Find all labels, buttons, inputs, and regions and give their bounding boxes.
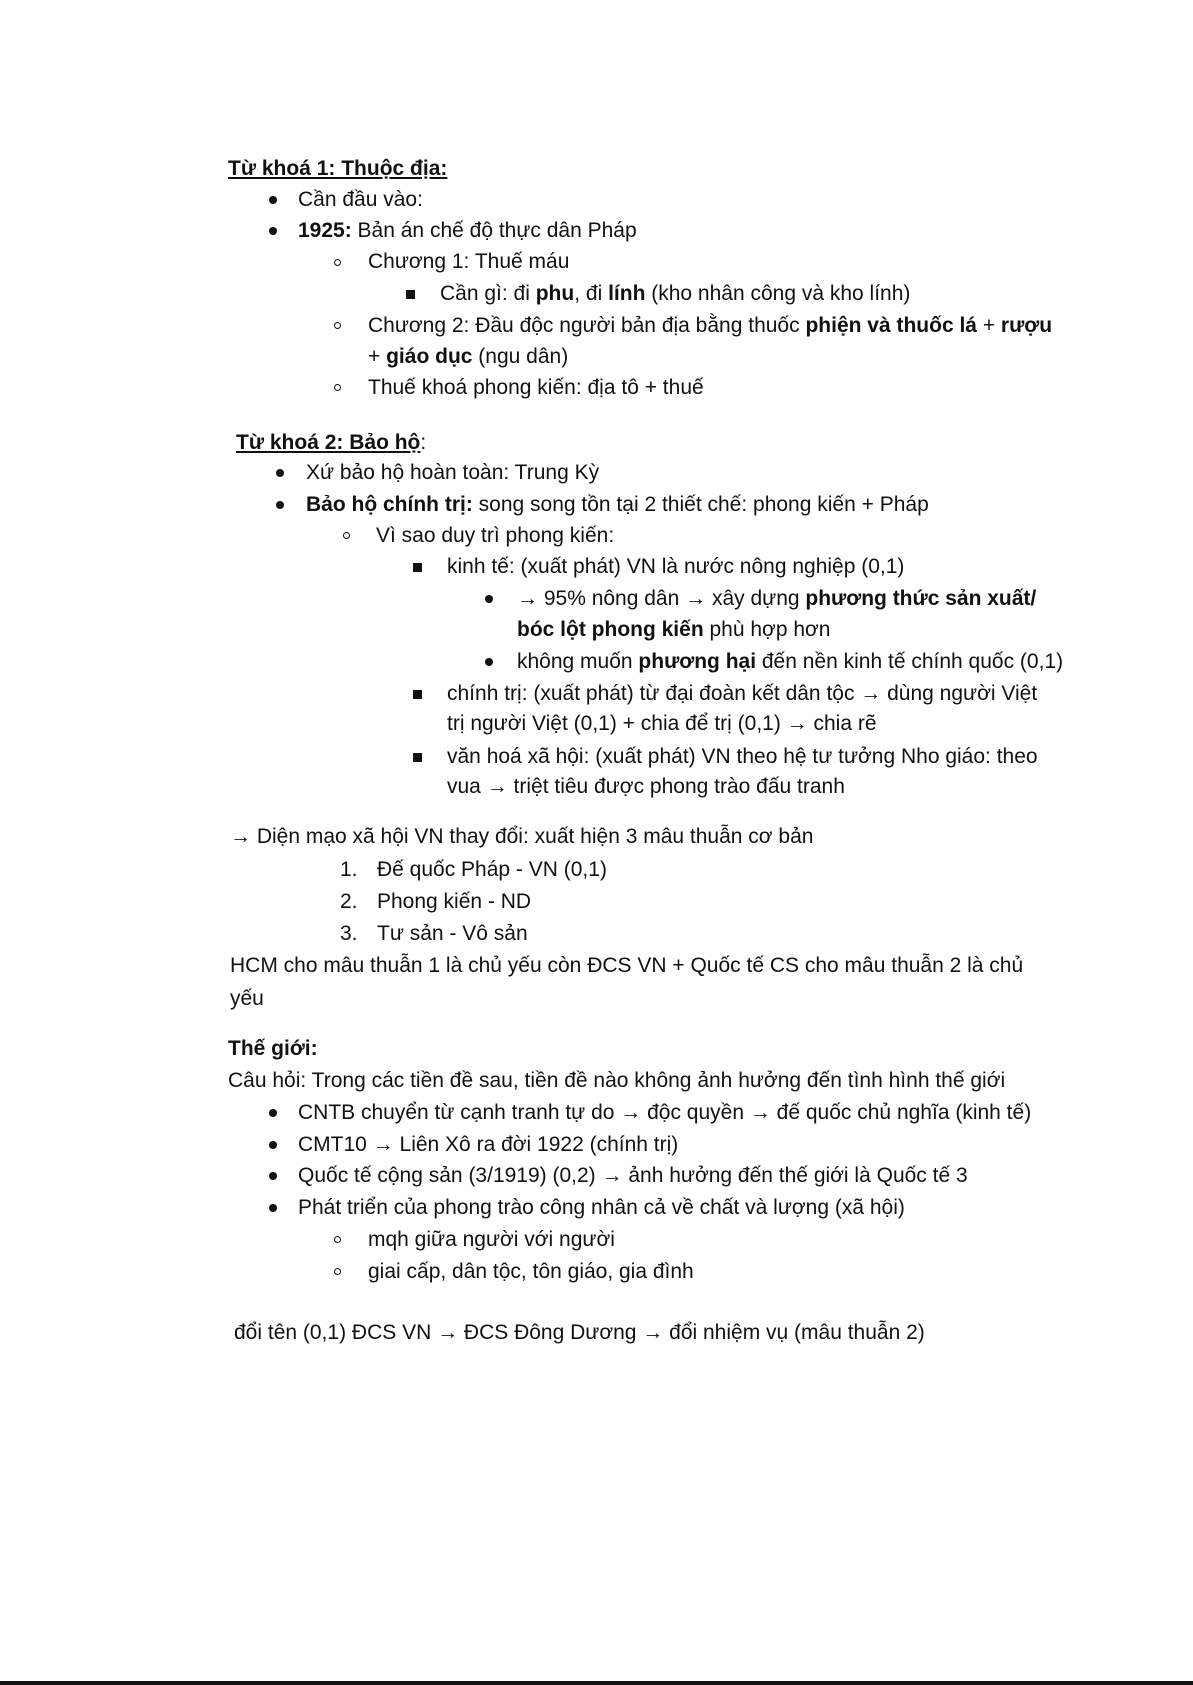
contradiction-num: 2. [340,890,358,913]
bullet-square [413,753,422,762]
s2-why-feudal: Vì sao duy trì phong kiến: [376,524,615,547]
text-bold: phương hại [638,650,757,673]
s1-chapter-1: Chương 1: Thuế máu [368,250,570,273]
contradiction-text: Đế quốc Pháp - VN (0,1) [377,858,607,881]
s1-chapter-2-line2 [368,344,568,370]
s2-politics-line2: trị người Việt (0,1) + chia để trị (0,1) → chia rẽ [447,712,877,735]
bullet-ring [334,259,341,266]
text-bold: bóc lột phong kiến [517,618,704,641]
text-bold: phu [535,282,575,305]
s1-chapter-1-sub [440,281,910,307]
contradictions-intro: → Diện mạo xã hội VN thay đổi: xuất hiện 3 mâu thuẫn cơ bản [230,825,814,848]
page-bottom-edge [0,1681,1193,1685]
bullet-ring [334,1236,341,1243]
text-bold: lính [608,282,646,305]
bullet-square [413,563,422,572]
bullet-dot [269,196,277,204]
world-bullet-4-sub1: mqh giữa người với người [368,1228,615,1251]
bullet-dot [276,501,284,509]
s2-economy-sub1-line1 [517,586,1036,612]
world-bullet-4-sub2: giai cấp, dân tộc, tôn giáo, gia đình [368,1260,694,1283]
text-part: không muốn [517,650,639,673]
s1-item-1925-rest: Bản án chế độ thực dân Pháp [351,219,637,242]
text-part: phù hợp hơn [703,618,831,641]
s2-item-political [306,492,929,518]
contradiction-text: Phong kiến - ND [377,890,532,913]
text-part: : [420,431,427,454]
text-bold: Bảo hộ chính trị: [306,493,473,516]
text-part: Cần gì: đi [440,282,536,305]
s2-economy-sub2 [517,649,1063,675]
s1-item-1925-bold: 1925: [298,219,352,242]
contradiction-num: 3. [340,922,358,945]
bullet-dot [485,595,493,603]
text-part: (ngu dân) [472,345,569,368]
s2-economy: kinh tế: (xuất phát) VN là nước nông nghiệp (0,1) [447,555,905,578]
contradiction-num: 1. [340,858,358,881]
s2-economy-sub1-line2 [517,617,830,643]
world-question: Câu hỏi: Trong các tiền đề sau, tiền đề nào không ảnh hưởng đến tình hình thế giới [228,1069,1006,1092]
bullet-ring [334,384,341,391]
s1-item-1925 [298,218,637,244]
section1-heading: Từ khoá 1: Thuộc địa: [228,157,448,180]
bullet-dot [269,227,277,235]
bullet-ring [334,1268,341,1275]
section2-heading [236,430,426,456]
text-bold: giáo dục [386,345,473,368]
world-bullet-1: CNTB chuyển từ cạnh tranh tự do → độc quyền → đế quốc chủ nghĩa (kinh tế) [298,1101,1032,1124]
text-bold: phiện và thuốc lá [805,314,977,337]
bullet-square [413,690,422,699]
text-part: (kho nhân công và kho lính) [645,282,911,305]
world-bullet-4: Phát triển của phong trào công nhân cả về chất và lượng (xã hội) [298,1196,905,1219]
world-bullet-3: Quốc tế cộng sản (3/1919) (0,2) → ảnh hưởng đến thế giới là Quốc tế 3 [298,1164,968,1187]
s2-politics-line1: chính trị: (xuất phát) từ đại đoàn kết dân tộc → dùng người Việt [447,682,1038,705]
bullet-ring [343,532,350,539]
bullet-dot [269,1172,277,1180]
world-heading: Thế giới: [228,1037,318,1060]
contradiction-text: Tư sản - Vô sản [377,922,528,945]
s1-feudal-tax: Thuế khoá phong kiến: địa tô + thuế [368,376,704,399]
bullet-dot [269,1109,277,1117]
text-part: Chương 2: Đầu độc người bản địa bằng thuốc [368,314,806,337]
bullet-dot [485,658,493,666]
final-note: đổi tên (0,1) ĐCS VN → ĐCS Đông Dương → đổi nhiệm vụ (mâu thuẫn 2) [234,1321,925,1344]
s2-culture-line2: vua → triệt tiêu được phong trào đấu tranh [447,775,845,798]
text-part: , đi [574,282,609,305]
text-part: song song tồn tại 2 thiết chế: phong kiến + Pháp [472,493,929,516]
text-part: + [976,314,1001,337]
text-bold: rượu [1000,314,1053,337]
world-bullet-2: CMT10 → Liên Xô ra đời 1922 (chính trị) [298,1133,679,1156]
bullet-dot [269,1204,277,1212]
contradictions-note-line2: yếu [230,987,264,1010]
s1-item-input: Cần đầu vào: [298,188,423,211]
s1-chapter-2-line1 [368,313,1052,339]
text-part: đến nền kinh tế chính quốc (0,1) [756,650,1064,673]
s2-culture-line1: văn hoá xã hội: (xuất phát) VN theo hệ tư tưởng Nho giáo: theo [447,745,1038,768]
bullet-square [406,290,415,299]
s2-item-protectorate: Xứ bảo hộ hoàn toàn: Trung Kỳ [306,461,600,484]
contradictions-note-line1: HCM cho mâu thuẫn 1 là chủ yếu còn ĐCS VN + Quốc tế CS cho mâu thuẫn 2 là chủ [230,954,1024,977]
text-bold: phương thức sản xuất/ [805,587,1037,610]
bullet-dot [276,469,284,477]
text-part: → 95% nông dân → xây dựng [517,587,806,610]
section2-heading-text: Từ khoá 2: Bảo hộ [236,431,421,454]
text-part: + [368,345,387,368]
bullet-ring [334,322,341,329]
bullet-dot [269,1141,277,1149]
